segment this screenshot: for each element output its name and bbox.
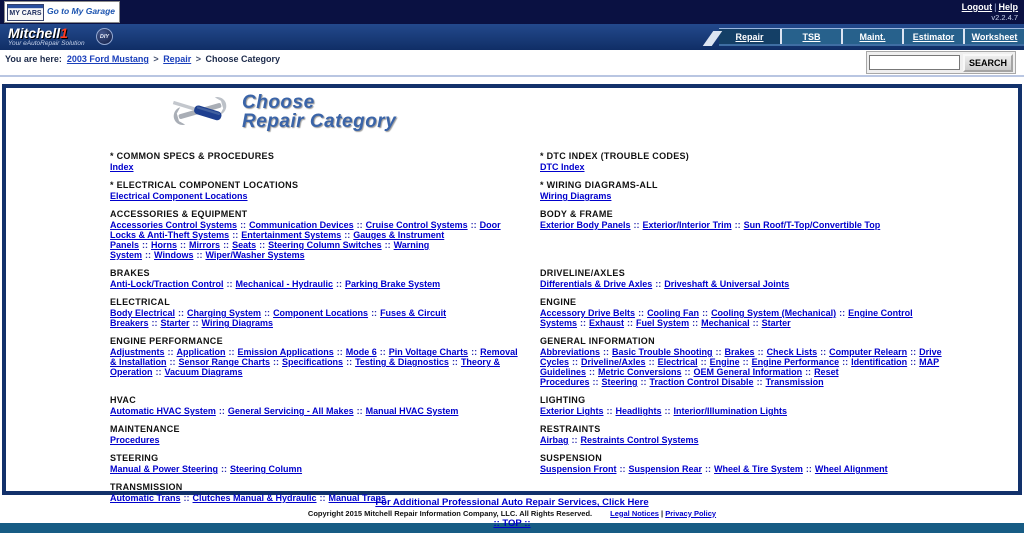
category-cell: [110, 336, 518, 395]
link-separator: ::: [346, 357, 353, 367]
link-separator: ::: [589, 367, 596, 377]
category-link[interactable]: Mode 6: [345, 347, 377, 357]
category-header: * COMMON SPECS & PROCEDURES: [110, 151, 275, 161]
link-separator: ::: [336, 279, 343, 289]
category-header: GENERAL INFORMATION: [540, 336, 655, 346]
link-separator: ::: [451, 357, 458, 367]
category-header: ELECTRICAL: [110, 297, 170, 307]
category-link[interactable]: Airbag: [540, 435, 569, 445]
tab-estimator[interactable]: Estimator: [902, 29, 963, 44]
category-cell: [540, 180, 948, 209]
category-link[interactable]: Wiring Diagrams: [201, 318, 273, 328]
link-separator: ::: [910, 347, 917, 357]
additional-services-link[interactable]: For Additional Professional Auto Repair Services, Click Here: [375, 497, 649, 508]
top-anchor-link[interactable]: :: TOP ::: [493, 518, 531, 529]
crossed-tools-icon: [168, 91, 232, 131]
link-separator: ::: [145, 250, 152, 260]
category-link[interactable]: Steering: [601, 377, 638, 387]
category-link[interactable]: Emission Applications: [237, 347, 334, 357]
category-header: * DTC INDEX (TROUBLE CODES): [540, 151, 690, 161]
category-header: ENGINE PERFORMANCE: [110, 336, 223, 346]
breadcrumb-row: [0, 50, 1024, 77]
link-separator: ::: [805, 367, 812, 377]
category-link[interactable]: Clutches Manual & Hydraulic: [192, 493, 317, 503]
category-link[interactable]: Identification: [851, 357, 908, 367]
link-separator: ::: [757, 347, 764, 357]
category-link[interactable]: Horns: [151, 240, 178, 250]
link-separator: ::: [910, 357, 917, 367]
link-separator: ::: [178, 308, 185, 318]
category-link[interactable]: Manual Trans: [328, 493, 387, 503]
link-separator: ::: [655, 279, 662, 289]
category-link[interactable]: Engine Control Systems: [540, 308, 913, 328]
category-link[interactable]: Procedures: [110, 435, 160, 445]
brand-one: 1: [60, 25, 68, 41]
category-link[interactable]: Transmission: [765, 377, 824, 387]
tab-worksheet[interactable]: Worksheet: [963, 29, 1024, 44]
category-link[interactable]: Engine: [709, 357, 740, 367]
category-link[interactable]: Steering Column Switches: [268, 240, 382, 250]
my-cars-plate-icon: [7, 4, 44, 21]
category-link[interactable]: Engine Performance: [751, 357, 840, 367]
category-link[interactable]: Warning System: [110, 240, 430, 260]
link-separator: ::: [664, 406, 671, 416]
category-link[interactable]: Basic Trouble Shooting: [612, 347, 713, 357]
category-row: [110, 453, 970, 482]
category-link[interactable]: Wheel Alignment: [814, 464, 888, 474]
category-header: STEERING: [110, 453, 159, 463]
category-link[interactable]: Manual & Power Steering: [110, 464, 219, 474]
category-link[interactable]: Exhaust: [589, 318, 625, 328]
category-link[interactable]: Check Lists: [766, 347, 818, 357]
session-links: [962, 3, 1018, 22]
link-separator: ::: [700, 357, 707, 367]
breadcrumb-vehicle-link[interactable]: 2003 Ford Mustang: [66, 54, 149, 64]
category-link[interactable]: Mechanical: [701, 318, 750, 328]
category-link[interactable]: Exterior Body Panels: [540, 220, 631, 230]
divider: |: [994, 2, 997, 12]
category-link[interactable]: Specifications: [282, 357, 344, 367]
link-separator: ::: [842, 357, 849, 367]
category-link[interactable]: Interior/Illumination Lights: [673, 406, 788, 416]
link-separator: ::: [356, 406, 363, 416]
link-separator: ::: [606, 406, 613, 416]
category-links: [540, 279, 948, 289]
category-link[interactable]: Removal & Installation: [110, 347, 518, 367]
link-separator: ::: [273, 357, 280, 367]
category-links: [110, 191, 518, 201]
category-link[interactable]: Driveline/Axles: [581, 357, 646, 367]
category-links: [540, 347, 948, 387]
category-link[interactable]: Component Locations: [273, 308, 369, 318]
link-separator: ::: [183, 493, 190, 503]
category-header: ENGINE: [540, 297, 577, 307]
link-separator: ::: [379, 347, 386, 357]
link-separator: ::: [627, 318, 634, 328]
breadcrumb-prefix: You are here:: [5, 54, 62, 64]
category-link[interactable]: OEM General Information: [693, 367, 803, 377]
search-input[interactable]: [869, 55, 960, 70]
category-link[interactable]: Differentials & Drive Axles: [540, 279, 653, 289]
category-links: [110, 220, 518, 260]
logout-link[interactable]: Logout: [961, 2, 993, 12]
category-link[interactable]: Automatic Trans: [110, 493, 181, 503]
category-link[interactable]: Fuses & Circuit Breakers: [110, 308, 447, 328]
category-links: [540, 464, 948, 474]
nav-tabs: [719, 28, 1024, 46]
category-link[interactable]: Vacuum Diagrams: [164, 367, 243, 377]
link-separator: ::: [336, 347, 343, 357]
link-separator: ::: [180, 240, 187, 250]
category-links: [540, 435, 948, 445]
category-link[interactable]: Automatic HVAC System: [110, 406, 216, 416]
category-links: [110, 162, 518, 172]
category-cell: [110, 297, 518, 336]
category-header: DRIVELINE/AXLES: [540, 268, 626, 278]
link-separator: ::: [702, 308, 709, 318]
link-separator: ::: [218, 406, 225, 416]
category-link[interactable]: Steering Column: [230, 464, 303, 474]
category-row: [110, 180, 970, 209]
category-link[interactable]: General Servicing - All Makes: [227, 406, 354, 416]
breadcrumb-current: Choose Category: [205, 54, 281, 64]
category-link[interactable]: Suspension Rear: [628, 464, 703, 474]
link-separator: ::: [371, 308, 378, 318]
category-link[interactable]: Body Electrical: [110, 308, 176, 318]
tab-maint[interactable]: Maint.: [841, 29, 902, 44]
category-cell: [540, 336, 948, 395]
diy-badge-icon: DIY: [96, 28, 113, 45]
category-row: [110, 268, 970, 297]
go-to-my-garage-label: Go to My Garage: [47, 6, 116, 17]
category-link[interactable]: Electrical: [657, 357, 698, 367]
page-title: [242, 91, 396, 131]
category-link[interactable]: Application: [176, 347, 226, 357]
legal-notices-link[interactable]: Legal Notices: [610, 508, 659, 518]
category-links: [540, 191, 948, 201]
link-separator: ::: [356, 220, 363, 230]
my-cars-label: MY CARS: [9, 9, 42, 17]
link-separator: ::: [715, 347, 722, 357]
category-link[interactable]: Gauges & Instrument Panels: [110, 230, 445, 250]
link-separator: ::: [192, 318, 199, 328]
link-separator: ::: [232, 230, 239, 240]
category-links: [110, 308, 518, 328]
category-link[interactable]: Reset Procedures: [540, 367, 839, 387]
category-header: * ELECTRICAL COMPONENT LOCATIONS: [110, 180, 299, 190]
link-separator: ::: [169, 357, 176, 367]
breadcrumb: [5, 54, 280, 64]
category-link[interactable]: Suspension Front: [540, 464, 617, 474]
help-link[interactable]: Help: [998, 2, 1018, 12]
link-separator: ::: [592, 377, 599, 387]
link-separator: ::: [167, 347, 174, 357]
breadcrumb-repair-link[interactable]: Repair: [163, 54, 192, 64]
category-links: [110, 347, 518, 377]
link-separator: ::: [319, 493, 326, 503]
category-header: * WIRING DIAGRAMS-ALL: [540, 180, 658, 190]
link-separator: ::: [196, 250, 203, 260]
privacy-policy-link[interactable]: Privacy Policy: [665, 508, 717, 518]
link-separator: ::: [638, 308, 645, 318]
category-link[interactable]: Driveshaft & Universal Joints: [664, 279, 790, 289]
version-label: v2.2.4.7: [991, 12, 1018, 22]
category-link[interactable]: Starter: [761, 318, 791, 328]
category-grid: [110, 151, 970, 511]
tab-repair[interactable]: Repair: [719, 29, 780, 44]
category-link[interactable]: Drive Cycles: [540, 347, 942, 367]
category-link[interactable]: Theory & Operation: [110, 357, 500, 377]
link-separator: ::: [142, 240, 149, 250]
link-separator: ::: [692, 318, 699, 328]
category-cell: [540, 453, 948, 482]
category-link[interactable]: Computer Relearn: [829, 347, 908, 357]
category-row: [110, 395, 970, 424]
link-separator: ::: [571, 435, 578, 445]
brand-tagline: Your eAutoRepair Solution: [8, 40, 85, 47]
category-cell: [110, 453, 518, 482]
link-separator: ::: [580, 318, 587, 328]
category-link[interactable]: Anti-Lock/Traction Control: [110, 279, 224, 289]
category-cell: [540, 268, 948, 297]
go-to-my-garage-button[interactable]: [4, 1, 120, 23]
category-link[interactable]: Wiring Diagrams: [540, 191, 612, 201]
link-separator: ::: [572, 357, 579, 367]
category-header: HVAC: [110, 395, 137, 405]
link-separator: ::: [223, 240, 230, 250]
category-cell: [540, 151, 948, 180]
category-cell: [110, 268, 518, 297]
category-link[interactable]: Metric Conversions: [598, 367, 682, 377]
link-separator: ::: [640, 377, 647, 387]
link-separator: ::: [820, 347, 827, 357]
category-header: BRAKES: [110, 268, 150, 278]
link-separator: ::: [756, 377, 763, 387]
link-separator: ::: [384, 240, 391, 250]
category-header: MAINTENANCE: [110, 424, 180, 434]
category-link[interactable]: Brakes: [724, 347, 755, 357]
link-separator: ::: [155, 367, 162, 377]
search-box: [866, 51, 1016, 74]
category-row: [110, 336, 970, 395]
category-link[interactable]: Accessories Control Systems: [110, 220, 238, 230]
category-link[interactable]: Communication Devices: [249, 220, 354, 230]
category-link[interactable]: Electrical Component Locations: [110, 191, 248, 201]
category-links: [110, 279, 518, 289]
category-links: [540, 220, 948, 230]
link-separator: ::: [734, 220, 741, 230]
breadcrumb-separator: >: [153, 54, 159, 64]
category-row: [110, 297, 970, 336]
link-separator: ::: [805, 464, 812, 474]
category-header: TRANSMISSION: [110, 482, 183, 492]
link-separator: ::: [619, 464, 626, 474]
category-cell: [540, 424, 948, 453]
category-link[interactable]: Charging System: [187, 308, 262, 318]
link-separator: ::: [151, 318, 158, 328]
link-separator: ::: [705, 464, 712, 474]
link-separator: ::: [470, 220, 477, 230]
category-link[interactable]: Traction Control Disable: [649, 377, 754, 387]
brand-name: Mitchell: [8, 25, 61, 41]
category-link[interactable]: Entertainment Systems: [241, 230, 342, 240]
category-link[interactable]: Wiper/Washer Systems: [205, 250, 305, 260]
link-separator: ::: [684, 367, 691, 377]
category-link[interactable]: Pin Voltage Charts: [388, 347, 469, 357]
category-links: [110, 406, 518, 416]
category-link[interactable]: Abbreviations: [540, 347, 601, 357]
category-row: [110, 424, 970, 453]
category-link[interactable]: Manual HVAC System: [365, 406, 459, 416]
category-link[interactable]: Adjustments: [110, 347, 165, 357]
category-links: [110, 435, 518, 445]
link-separator: ::: [226, 279, 233, 289]
page-title-line1: Choose: [242, 92, 315, 113]
link-separator: ::: [633, 220, 640, 230]
category-link[interactable]: Windows: [154, 250, 194, 260]
brand-bar: [0, 24, 1024, 50]
category-link[interactable]: Cooling Fan: [647, 308, 700, 318]
category-links: [540, 308, 948, 328]
category-link[interactable]: Index: [110, 162, 134, 172]
category-link[interactable]: Cooling System (Mechanical): [711, 308, 837, 318]
category-cell: [540, 297, 948, 336]
category-links: [540, 162, 948, 172]
link-separator: ::: [648, 357, 655, 367]
link-separator: ::: [344, 230, 351, 240]
title-block: [168, 91, 1018, 131]
link-separator: ::: [471, 347, 478, 357]
category-row: [110, 151, 970, 180]
category-link[interactable]: Exterior/Interior Trim: [642, 220, 732, 230]
category-link[interactable]: Fuel System: [636, 318, 690, 328]
footer-divider: |: [661, 508, 664, 518]
search-button[interactable]: SEARCH: [963, 54, 1013, 72]
category-link[interactable]: Exterior Lights: [540, 406, 604, 416]
tab-tsb[interactable]: TSB: [780, 29, 841, 44]
category-cell: [110, 180, 518, 209]
category-link[interactable]: Testing & Diagnostics: [355, 357, 449, 367]
category-link[interactable]: Restraints Control Systems: [580, 435, 699, 445]
category-link[interactable]: Mirrors: [189, 240, 221, 250]
category-link[interactable]: Sensor Range Charts: [178, 357, 271, 367]
category-link[interactable]: DTC Index: [540, 162, 585, 172]
category-cell: [110, 395, 518, 424]
page-title-line2: Repair Category: [242, 111, 397, 132]
category-cell: [540, 395, 948, 424]
category-link[interactable]: Accessory Drive Belts: [540, 308, 636, 318]
category-link[interactable]: Cruise Control Systems: [365, 220, 468, 230]
category-links: [110, 464, 518, 474]
category-link[interactable]: Starter: [160, 318, 190, 328]
top-bar: [0, 0, 1024, 24]
category-cell: [540, 209, 948, 268]
category-header: ACCESSORIES & EQUIPMENT: [110, 209, 248, 219]
category-links: [540, 406, 948, 416]
nav-tab-bar: [708, 28, 1024, 46]
category-header: LIGHTING: [540, 395, 586, 405]
link-separator: ::: [264, 308, 271, 318]
category-link[interactable]: Headlights: [615, 406, 662, 416]
category-cell: [110, 424, 518, 453]
category-link[interactable]: Parking Brake System: [345, 279, 441, 289]
link-separator: ::: [752, 318, 759, 328]
link-separator: ::: [221, 464, 228, 474]
copyright-text: Copyright 2015 Mitchell Repair Information Company, LLC. All Rights Reserved.: [307, 508, 593, 518]
category-link[interactable]: MAP Guidelines: [540, 357, 940, 377]
category-link[interactable]: Seats: [232, 240, 257, 250]
category-link[interactable]: Mechanical - Hydraulic: [235, 279, 334, 289]
link-separator: ::: [839, 308, 846, 318]
link-separator: ::: [228, 347, 235, 357]
category-link[interactable]: Sun Roof/T-Top/Convertible Top: [743, 220, 881, 230]
category-link[interactable]: Wheel & Tire System: [714, 464, 803, 474]
category-cell: [110, 151, 518, 180]
category-header: RESTRAINTS: [540, 424, 601, 434]
link-separator: ::: [603, 347, 610, 357]
breadcrumb-separator: >: [195, 54, 201, 64]
link-separator: ::: [259, 240, 266, 250]
category-cell: [110, 209, 518, 268]
category-row: [110, 209, 970, 268]
mitchell1-logo[interactable]: [8, 26, 85, 48]
category-link[interactable]: Door Locks & Anti-Theft Systems: [110, 220, 501, 240]
category-header: BODY & FRAME: [540, 209, 613, 219]
link-separator: ::: [742, 357, 749, 367]
link-separator: ::: [240, 220, 247, 230]
category-header: SUSPENSION: [540, 453, 603, 463]
